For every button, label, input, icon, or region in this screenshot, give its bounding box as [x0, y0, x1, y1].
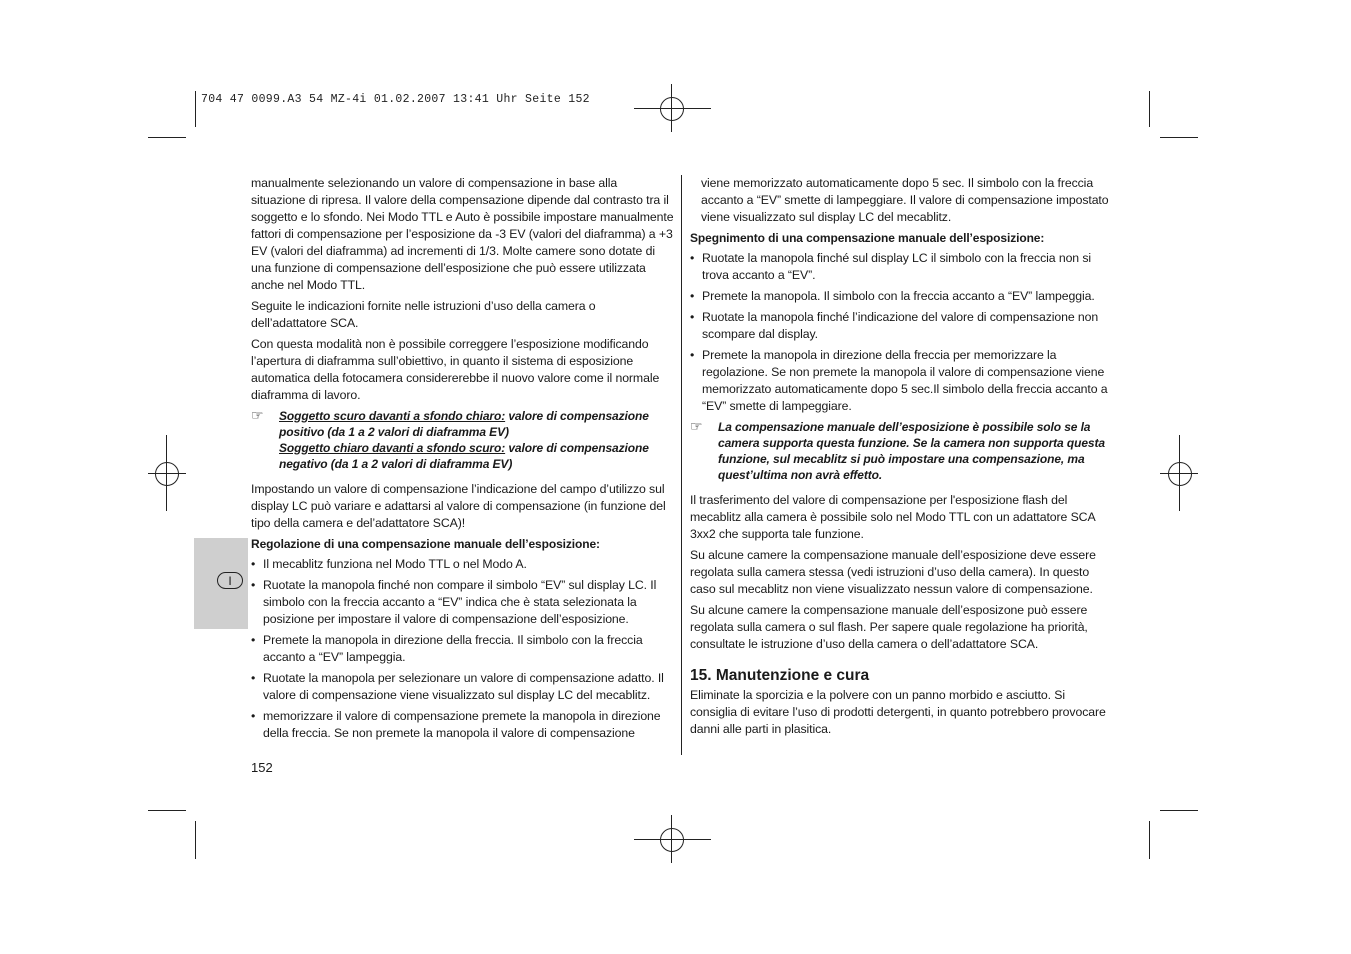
- list-item: • Premete la manopola in direzione della freccia per memorizzare la regolazione. Se non premete la manopola il valore di compensazione viene memorizzato automaticamente dopo 5 sec.Il simbolo della freccia accanto a “EV” smette di lampeggiare.: [690, 347, 1115, 415]
- note-text: valore di compensazione negativo (da 1 a 2 valori di diaframma EV): [279, 441, 649, 471]
- paragraph: viene memorizzato automaticamente dopo 5 sec. Il simbolo con la freccia accanto a “EV” smette di lampeggiare. Il valore di compensazione impostato viene visualizzato sul display LC del mecablitz.: [701, 176, 1109, 224]
- column-divider: [681, 175, 682, 755]
- crop-mark: [148, 137, 186, 138]
- note-term: Soggetto scuro davanti a sfondo chiaro:: [279, 409, 506, 423]
- note-block: [251, 408, 674, 472]
- registration-mark-icon: [660, 828, 684, 852]
- crop-mark: [1149, 821, 1150, 859]
- registration-line: [1179, 435, 1180, 511]
- paragraph: Seguite le indicazioni fornite nelle istruzioni d’uso della camera o dell’adattatore SCA.: [251, 299, 596, 330]
- paragraph: Su alcune camere la compensazione manuale dell’esposizone può essere regolata sulla camera o sul flash. Per sapere quale regolazione ha priorità, consultate le istruzione d’uso della camera o dell’adattatore SCA.: [690, 603, 1088, 651]
- registration-line: [148, 473, 186, 474]
- list-item: • Premete la manopola. Il simbolo con la freccia accanto a “EV” lampeggia.: [690, 288, 1115, 305]
- crop-mark: [1149, 91, 1150, 127]
- crop-mark: [1160, 810, 1198, 811]
- note-text: La compensazione manuale dell’esposizione è possibile solo se la camera supporta questa funzione. Se la camera non supporta questa funzione, sul mecablitz si può impostare una compensazione, ma quest’ultima non avrà effetto.: [718, 420, 1105, 482]
- language-tab-letter: I: [217, 572, 243, 589]
- list-item: • Ruotate la manopola finché l’indicazione del valore di compensazione non scompare dal display.: [690, 309, 1115, 343]
- note-block: [690, 419, 1115, 483]
- registration-line: [634, 108, 711, 109]
- crop-mark: [195, 91, 196, 127]
- registration-mark-icon: [1168, 462, 1192, 486]
- list-item: • Ruotate la manopola finché non compare il simbolo “EV” sul display LC. Il simbolo con la freccia accanto a “EV” indica che è stata selezionata la posizione per impostare il valore di compensazione dell’esposizione.: [251, 577, 674, 628]
- list-item: • Ruotate la manopola per selezionare un valore di compensazione adatto. Il valore di compensazione viene visualizzato sul display LC del mecablitz.: [251, 670, 674, 704]
- crop-mark: [148, 810, 186, 811]
- subheading: Regolazione di una compensazione manuale dell’esposizione:: [251, 537, 600, 551]
- list-item: • Ruotate la manopola finché sul display LC il simbolo con la freccia non si trova accanto a “EV”.: [690, 250, 1115, 284]
- registration-mark-icon: [155, 462, 179, 486]
- paragraph: Impostando un valore di compensazione l’indicazione del campo d’utilizzo sul display LC può variare e adattarsi al valore di compensazione (in funzione del tipo della camera e del’adattatore SCA)!: [251, 482, 666, 530]
- left-column: [251, 175, 674, 746]
- paragraph: Il trasferimento del valore di compensazione per l'esposizione flash del mecablitz alla camera è possibile solo nel Modo TTL con un adattatore SCA 3xx2 che supporta tale funzione.: [690, 493, 1095, 541]
- pointing-hand-icon: ☞: [251, 407, 264, 423]
- paragraph: manualmente selezionando un valore di compensazione in base alla situazione di ripresa. Il valore della compensazione dipende dal contrasto tra il soggetto e lo sfondo. Nei Modo TTL e Auto è possibile impostare manualmente fattori di compensazione per l’esposizione da -3 EV (valori del diaframma) a +3 EV (valori del diaframma) ad incrementi di 1/3. Molte camere sono dotate di una funzione di compensazione dell’esposizione che può essere utilizzata anche nel Modo TTL.: [251, 176, 674, 292]
- pointing-hand-icon: ☞: [690, 418, 703, 434]
- registration-line: [634, 839, 711, 840]
- list-item: • Premete la manopola in direzione della freccia. Il simbolo con la freccia accanto a “EV” lampeggia.: [251, 632, 674, 666]
- crop-mark: [1160, 137, 1198, 138]
- bullet-list: [690, 250, 1115, 415]
- list-item: • Il mecablitz funziona nel Modo TTL o nel Modo A.: [251, 556, 674, 573]
- paragraph: Su alcune camere la compensazione manuale dell’esposizione deve essere regolata sulla camera stessa (vedi istruzioni d’uso della camera). In questo caso sul mecablitz non viene visualizzato nessun valore di compensazione.: [690, 548, 1096, 596]
- print-header: 704 47 0099.A3 54 MZ-4i 01.02.2007 13:41 Uhr Seite 152: [201, 93, 590, 106]
- list-item: • memorizzare il valore di compensazione premete la manopola in direzione della freccia. Se non premete la manopola il valore di compensazione: [251, 708, 674, 742]
- subheading: Spegnimento di una compensazione manuale dell’esposizione:: [690, 231, 1045, 245]
- registration-line: [166, 435, 167, 511]
- right-column: [690, 175, 1115, 742]
- note-term: Soggetto chiaro davanti a sfondo scuro:: [279, 441, 506, 455]
- section-title: 15. Manutenzione e cura: [690, 667, 870, 684]
- paragraph: Eliminate la sporcizia e la polvere con un panno morbido e asciutto. Si consiglia di evitare l’uso di prodotti detergenti, in quanto potrebbero provocare danni alle parti in plasitica.: [690, 688, 1106, 736]
- note-text: valore di compensazione positivo (da 1 a 2 valori di diaframma EV): [279, 409, 649, 439]
- crop-mark: [195, 821, 196, 859]
- paragraph: Con questa modalità non è possibile correggere l’esposizione modificando l’apertura di diaframma sull’obiettivo, in quanto il sistema di esposizione automatica della fotocamera considererebbe il nuovo valore come il normale diaframma di lavoro.: [251, 337, 660, 402]
- registration-line: [671, 84, 672, 132]
- registration-mark-icon: [660, 97, 684, 121]
- bullet-list: [251, 556, 674, 742]
- registration-line: [671, 815, 672, 863]
- page-number: 152: [251, 760, 273, 775]
